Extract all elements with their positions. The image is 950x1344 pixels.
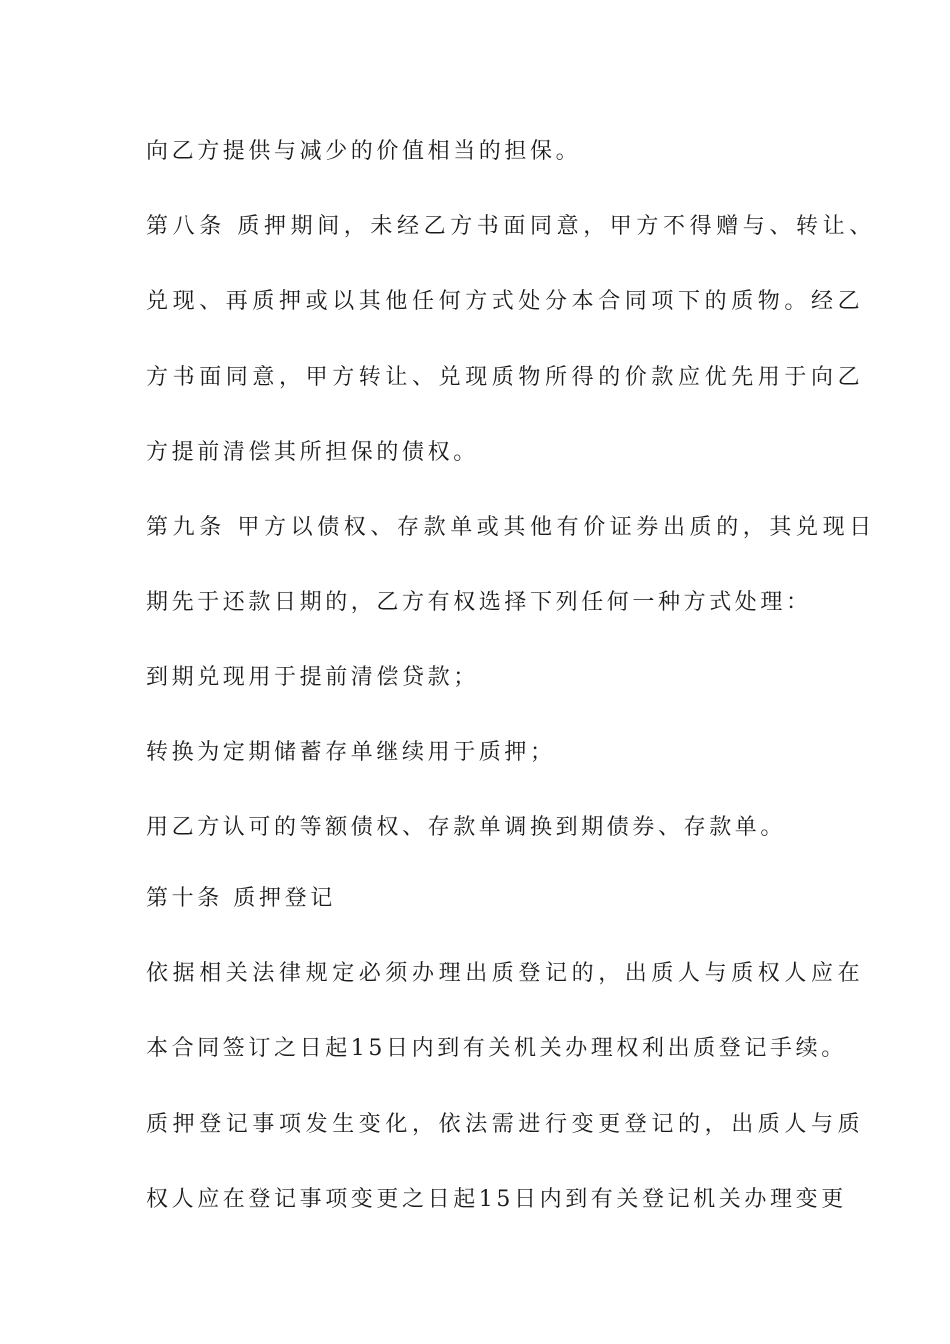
text-line-5: 方提前清偿其所担保的债权。 xyxy=(146,440,479,465)
text-line-15: 权人应在登记事项变更之日起15日内到有关登记机关办理变更 xyxy=(146,1187,847,1212)
text-line-6: 第九条 甲方以债权、存款单或其他有价证券出质的，其兑现日 xyxy=(146,515,876,540)
text-line-7: 期先于还款日期的，乙方有权选择下列任何一种方式处理： xyxy=(146,590,812,615)
text-line-10: 用乙方认可的等额债权、存款单调换到期债券、存款单。 xyxy=(146,815,787,840)
text-line-12: 依据相关法律规定必须办理出质登记的，出质人与质权人应在 xyxy=(146,961,865,986)
section-heading: 第十条 质押登记 xyxy=(146,886,336,911)
text-line-14: 质押登记事项发生变化，依法需进行变更登记的，出质人与质 xyxy=(146,1112,865,1137)
text-line-4: 方书面同意，甲方转让、兑现质物所得的价款应优先用于向乙 xyxy=(146,365,865,390)
text-line-13: 本合同签订之日起15日内到有关机关办理权利出质登记手续。 xyxy=(146,1036,847,1061)
text-line-1: 向乙方提供与减少的价值相当的担保。 xyxy=(146,139,582,164)
text-line-8: 到期兑现用于提前清偿贷款； xyxy=(146,665,479,690)
text-line-2: 第八条 质押期间，未经乙方书面同意，甲方不得赠与、转让、 xyxy=(146,214,876,239)
text-line-9: 转换为定期储蓄存单继续用于质押； xyxy=(146,740,556,765)
text-line-3: 兑现、再质押或以其他任何方式处分本合同项下的质物。经乙 xyxy=(146,289,865,314)
